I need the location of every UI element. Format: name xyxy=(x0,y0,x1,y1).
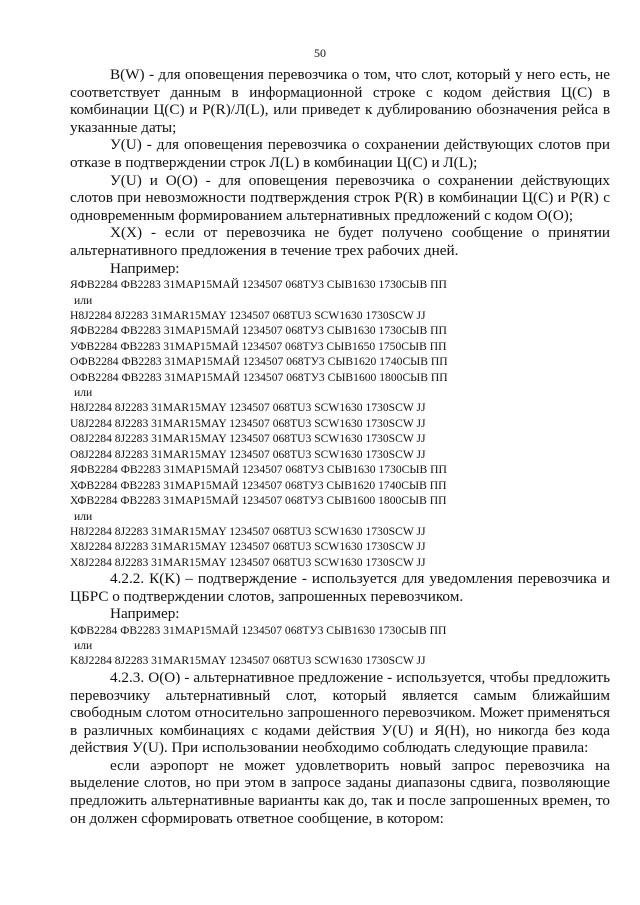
code-line: O8J2284 8J2283 31MAR15MAY 1234507 068TU3 SCW1630 1730SCW JJ xyxy=(70,432,426,446)
code-line: ОФВ2284 ФВ2283 31МАР15МАЙ 1234507 068ТУ3 СЫВ1600 1800СЫВ ПП xyxy=(70,370,448,384)
code-line: ЯФВ2284 ФВ2283 31МАР15МАЙ 1234507 068ТУ3 СЫВ1630 1730СЫВ ПП xyxy=(70,463,447,477)
code-line: ЯФВ2284 ФВ2283 31МАР15МАЙ 1234507 068ТУ3 СЫВ1630 1730СЫВ ПП xyxy=(70,278,447,292)
example-label: Например: xyxy=(110,605,180,623)
paragraph-w-code: В(W) - для оповещения перевозчика о том, что слот, который у него есть, не соответствует данным в информационной строке с кодом действия Ц(С) в комбинации Ц(С) и Р(R)/Л(L), или приведет к дублированию обозначения рейса в указанные даты; xyxy=(70,66,610,136)
section-4-2-3: 4.2.3. О(O) - альтернативное предложение - используется, чтобы предложить перевозчику альтернативный слот, который является самым ближайшим свободным слотом относительно запрошенного перевозчиком. Может применяться в различных комбинациях с кодами действия У(U) и Я(H), но никогда без кода действия У(U). При использовании необходимо соблюдать следующие правила: xyxy=(70,668,610,757)
or-separator: или xyxy=(74,639,93,653)
code-line: H8J2284 8J2283 31MAR15MAY 1234507 068TU3 SCW1630 1730SCW JJ xyxy=(70,308,426,322)
paragraph-u-o-code: У(U) и О(O) - для оповещения перевозчика о сохранении действующих слотов при невозможности подтверждения строк Р(R) в комбинации Ц(С) и Р(R) с одновременным формированием альтернативных предложений с кодом О(O); xyxy=(70,171,610,224)
code-line: ОФВ2284 ФВ2283 31МАР15МАЙ 1234507 068ТУ3 СЫВ1620 1740СЫВ ПП xyxy=(70,355,448,369)
or-separator: или xyxy=(74,509,93,523)
example-label: Например: xyxy=(110,259,180,277)
paragraph-x-code: Х(X) - если от перевозчика не будет получено сообщение о принятии альтернативного предложения в течение трех рабочих дней. xyxy=(70,224,610,259)
page-content xyxy=(70,66,610,827)
code-line: O8J2284 8J2283 31MAR15MAY 1234507 068TU3 SCW1630 1730SCW JJ xyxy=(70,447,426,461)
code-line: X8J2284 8J2283 31MAR15MAY 1234507 068TU3 SCW1630 1730SCW JJ xyxy=(70,540,426,554)
example-block-1 xyxy=(70,277,610,570)
page-number: 50 xyxy=(314,46,326,60)
code-line: ЯФВ2284 ФВ2283 31МАР15МАЙ 1234507 068ТУ3 СЫВ1630 1730СЫВ ПП xyxy=(70,324,447,338)
code-line: КФВ2284 ФВ2283 31МАР15МАЙ 1234507 068ТУ3 СЫВ1630 1730СЫВ ПП xyxy=(70,623,447,637)
code-line: ХФВ2284 ФВ2283 31МАР15МАЙ 1234507 068ТУ3 СЫВ1600 1800СЫВ ПП xyxy=(70,494,447,508)
section-4-2-2: 4.2.2. К(K) – подтверждение - используется для уведомления перевозчика и ЦБРС о подтверждении слотов, запрошенных перевозчиком. xyxy=(70,570,610,605)
rules-paragraph: если аэропорт не может удовлетворить новый запрос перевозчика на выделение слотов, но при этом в запросе заданы диапазоны сдвига, позволяющие предложить альтернативные варианты как до, так и после запрошенных времен, то он должен сформировать ответное сообщение, в котором: xyxy=(70,756,610,827)
code-line: ХФВ2284 ФВ2283 31МАР15МАЙ 1234507 068ТУ3 СЫВ1620 1740СЫВ ПП xyxy=(70,478,447,492)
code-line: УФВ2284 ФВ2283 31МАР15МАЙ 1234507 068ТУ3 СЫВ1650 1750СЫВ ПП xyxy=(70,339,447,353)
code-line: H8J2284 8J2283 31MAR15MAY 1234507 068TU3 SCW1630 1730SCW JJ xyxy=(70,401,426,415)
code-line: U8J2284 8J2283 31MAR15MAY 1234507 068TU3 SCW1630 1730SCW JJ xyxy=(70,416,426,430)
example-block-2 xyxy=(70,623,610,669)
or-separator: или xyxy=(74,386,93,400)
paragraph-u-code: У(U) - для оповещения перевозчика о сохранении действующих слотов при отказе в подтверждении строк Л(L) в комбинации Ц(С) и Л(L); xyxy=(70,136,610,171)
or-separator: или xyxy=(74,293,93,307)
code-line: X8J2284 8J2283 31MAR15MAY 1234507 068TU3 SCW1630 1730SCW JJ xyxy=(70,555,426,569)
code-line: H8J2284 8J2283 31MAR15MAY 1234507 068TU3 SCW1630 1730SCW JJ xyxy=(70,524,426,538)
code-line: K8J2284 8J2283 31MAR15MAY 1234507 068TU3 SCW1630 1730SCW JJ xyxy=(70,654,426,668)
